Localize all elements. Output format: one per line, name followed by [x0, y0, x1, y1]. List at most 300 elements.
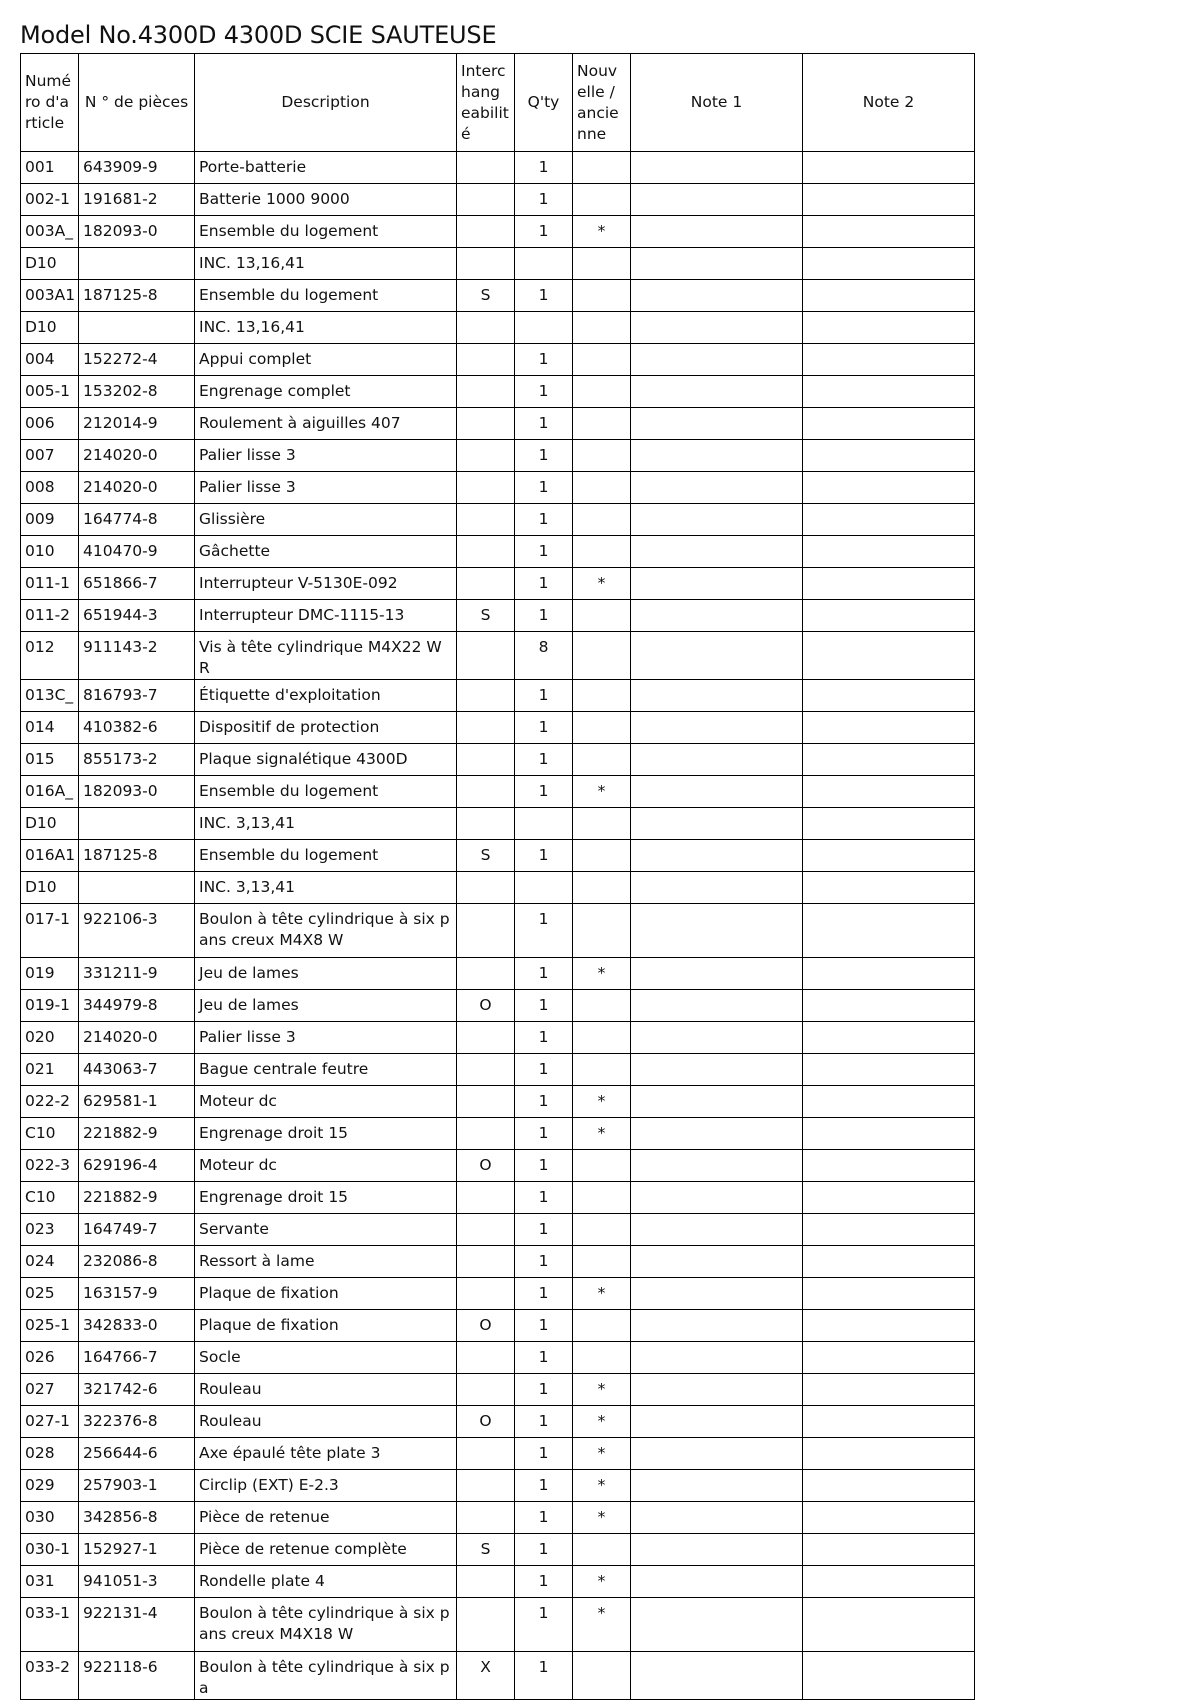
table-row [21, 1470, 975, 1502]
new-old-cell [573, 408, 631, 440]
item-number-cell: 011-1 [21, 568, 79, 600]
quantity-cell: 1 [515, 184, 573, 216]
interchangeability-cell [457, 408, 515, 440]
description-cell: Étiquette d'exploitation [195, 680, 457, 712]
interchangeability-cell: O [457, 1150, 515, 1182]
item-number-cell: 030 [21, 1502, 79, 1534]
quantity-cell: 1 [515, 1246, 573, 1278]
item-number-cell: 005-1 [21, 376, 79, 408]
quantity-cell: 1 [515, 472, 573, 504]
note-1-cell [631, 1534, 803, 1566]
interchangeability-cell [457, 1342, 515, 1374]
description-cell: Moteur dc [195, 1086, 457, 1118]
description-cell: INC. 13,16,41 [195, 312, 457, 344]
note-2-cell [803, 536, 975, 568]
note-2-cell [803, 958, 975, 990]
note-2-cell [803, 1438, 975, 1470]
interchangeability-cell [457, 632, 515, 680]
description-cell: Socle [195, 1342, 457, 1374]
description-cell: Glissière [195, 504, 457, 536]
quantity-cell: 8 [515, 632, 573, 680]
note-1-cell [631, 472, 803, 504]
new-old-cell [573, 1022, 631, 1054]
header-description: Description [195, 54, 457, 152]
new-old-cell [573, 536, 631, 568]
new-old-cell [573, 312, 631, 344]
note-1-cell [631, 680, 803, 712]
part-number-cell: 410382-6 [79, 712, 195, 744]
description-cell: Engrenage droit 15 [195, 1182, 457, 1214]
note-2-cell [803, 440, 975, 472]
part-number-cell: 214020-0 [79, 1022, 195, 1054]
description-cell: Roulement à aiguilles 407 [195, 408, 457, 440]
table-row [21, 958, 975, 990]
interchangeability-cell [457, 712, 515, 744]
table-row [21, 440, 975, 472]
quantity-cell: 1 [515, 504, 573, 536]
part-number-cell: 911143-2 [79, 632, 195, 680]
description-cell: Ensemble du logement [195, 280, 457, 312]
part-number-cell: 232086-8 [79, 1246, 195, 1278]
note-2-cell [803, 1566, 975, 1598]
table-row [21, 600, 975, 632]
part-number-cell: 321742-6 [79, 1374, 195, 1406]
quantity-cell: 1 [515, 990, 573, 1022]
note-1-cell [631, 184, 803, 216]
table-row [21, 1086, 975, 1118]
item-number-cell: C10 [21, 1118, 79, 1150]
part-number-cell: 257903-1 [79, 1470, 195, 1502]
table-row [21, 312, 975, 344]
quantity-cell: 1 [515, 1598, 573, 1652]
item-number-cell: 023 [21, 1214, 79, 1246]
item-number-cell: D10 [21, 248, 79, 280]
new-old-cell: * [573, 1502, 631, 1534]
note-2-cell [803, 504, 975, 536]
interchangeability-cell [457, 440, 515, 472]
interchangeability-cell [457, 376, 515, 408]
description-cell: Boulon à tête cylindrique à six pans creux M4X8 W [195, 904, 457, 958]
new-old-cell [573, 1246, 631, 1278]
interchangeability-cell [457, 568, 515, 600]
part-number-cell: 164766-7 [79, 1342, 195, 1374]
quantity-cell: 1 [515, 840, 573, 872]
header-quantity: Q'ty [515, 54, 573, 152]
table-row [21, 472, 975, 504]
note-1-cell [631, 504, 803, 536]
part-number-cell: 344979-8 [79, 990, 195, 1022]
note-1-cell [631, 536, 803, 568]
note-1-cell [631, 1652, 803, 1700]
table-row [21, 680, 975, 712]
quantity-cell [515, 872, 573, 904]
description-cell: Moteur dc [195, 1150, 457, 1182]
table-row [21, 808, 975, 840]
quantity-cell: 1 [515, 1214, 573, 1246]
new-old-cell [573, 990, 631, 1022]
note-1-cell [631, 1310, 803, 1342]
table-row [21, 504, 975, 536]
part-number-cell: 187125-8 [79, 280, 195, 312]
interchangeability-cell [457, 1214, 515, 1246]
interchangeability-cell [457, 344, 515, 376]
new-old-cell: * [573, 568, 631, 600]
item-number-cell: 031 [21, 1566, 79, 1598]
item-number-cell: 027-1 [21, 1406, 79, 1438]
note-2-cell [803, 1598, 975, 1652]
note-1-cell [631, 376, 803, 408]
item-number-cell: 008 [21, 472, 79, 504]
part-number-cell [79, 248, 195, 280]
note-2-cell [803, 1534, 975, 1566]
quantity-cell: 1 [515, 280, 573, 312]
new-old-cell: * [573, 1374, 631, 1406]
table-row [21, 1278, 975, 1310]
header-new-old: Nouv elle / ancie nne [573, 54, 631, 152]
item-number-cell: 020 [21, 1022, 79, 1054]
part-number-cell: 221882-9 [79, 1182, 195, 1214]
note-2-cell [803, 1214, 975, 1246]
quantity-cell: 1 [515, 1342, 573, 1374]
table-row [21, 1374, 975, 1406]
table-row [21, 1342, 975, 1374]
interchangeability-cell [457, 1118, 515, 1150]
note-2-cell [803, 184, 975, 216]
quantity-cell: 1 [515, 1278, 573, 1310]
part-number-cell: 187125-8 [79, 840, 195, 872]
item-number-cell: 027 [21, 1374, 79, 1406]
item-number-cell: 025 [21, 1278, 79, 1310]
note-2-cell [803, 312, 975, 344]
item-number-cell: 016A1 [21, 840, 79, 872]
table-row [21, 1310, 975, 1342]
note-2-cell [803, 1652, 975, 1700]
item-number-cell: 029 [21, 1470, 79, 1502]
description-cell: Appui complet [195, 344, 457, 376]
interchangeability-cell [457, 808, 515, 840]
interchangeability-cell [457, 776, 515, 808]
interchangeability-cell [457, 1566, 515, 1598]
table-row [21, 744, 975, 776]
quantity-cell: 1 [515, 440, 573, 472]
quantity-cell: 1 [515, 1566, 573, 1598]
note-1-cell [631, 1246, 803, 1278]
quantity-cell: 1 [515, 600, 573, 632]
page-title: Model No.4300D 4300D SCIE SAUTEUSE [20, 21, 497, 49]
item-number-cell: D10 [21, 312, 79, 344]
item-number-cell: 033-1 [21, 1598, 79, 1652]
quantity-cell: 1 [515, 958, 573, 990]
part-number-cell: 163157-9 [79, 1278, 195, 1310]
quantity-cell [515, 248, 573, 280]
item-number-cell: 028 [21, 1438, 79, 1470]
quantity-cell: 1 [515, 1652, 573, 1700]
interchangeability-cell [457, 1470, 515, 1502]
part-number-cell: 164774-8 [79, 504, 195, 536]
note-1-cell [631, 152, 803, 184]
note-1-cell [631, 632, 803, 680]
note-2-cell [803, 280, 975, 312]
quantity-cell: 1 [515, 1118, 573, 1150]
part-number-cell: 443063-7 [79, 1054, 195, 1086]
note-1-cell [631, 1118, 803, 1150]
note-1-cell [631, 408, 803, 440]
parts-table [20, 53, 975, 1700]
part-number-cell: 651866-7 [79, 568, 195, 600]
header-row [21, 54, 975, 152]
header-part-number: N ° de pièces [79, 54, 195, 152]
interchangeability-cell: O [457, 1310, 515, 1342]
interchangeability-cell [457, 958, 515, 990]
interchangeability-cell: O [457, 1406, 515, 1438]
description-cell: Rondelle plate 4 [195, 1566, 457, 1598]
part-number-cell: 651944-3 [79, 600, 195, 632]
note-1-cell [631, 744, 803, 776]
description-cell: Ressort à lame [195, 1246, 457, 1278]
note-1-cell [631, 440, 803, 472]
note-1-cell [631, 1438, 803, 1470]
part-number-cell: 153202-8 [79, 376, 195, 408]
note-1-cell [631, 712, 803, 744]
item-number-cell: 007 [21, 440, 79, 472]
item-number-cell: D10 [21, 808, 79, 840]
item-number-cell: 016A_ [21, 776, 79, 808]
part-number-cell: 164749-7 [79, 1214, 195, 1246]
interchangeability-cell [457, 872, 515, 904]
part-number-cell [79, 872, 195, 904]
note-2-cell [803, 248, 975, 280]
new-old-cell: * [573, 216, 631, 248]
new-old-cell: * [573, 1566, 631, 1598]
new-old-cell [573, 184, 631, 216]
note-1-cell [631, 1022, 803, 1054]
note-2-cell [803, 1406, 975, 1438]
item-number-cell: 026 [21, 1342, 79, 1374]
interchangeability-cell: S [457, 840, 515, 872]
description-cell: Rouleau [195, 1406, 457, 1438]
quantity-cell: 1 [515, 536, 573, 568]
note-2-cell [803, 1054, 975, 1086]
new-old-cell [573, 1310, 631, 1342]
table-row [21, 568, 975, 600]
table-row [21, 776, 975, 808]
part-number-cell: 855173-2 [79, 744, 195, 776]
interchangeability-cell [457, 1086, 515, 1118]
table-row [21, 1054, 975, 1086]
part-number-cell: 342833-0 [79, 1310, 195, 1342]
header-item-number: Numé ro d'a rticle [21, 54, 79, 152]
parts-table-body [21, 152, 975, 1700]
table-row [21, 1022, 975, 1054]
interchangeability-cell [457, 184, 515, 216]
note-1-cell [631, 1182, 803, 1214]
description-cell: INC. 3,13,41 [195, 808, 457, 840]
note-1-cell [631, 1278, 803, 1310]
interchangeability-cell [457, 1182, 515, 1214]
new-old-cell [573, 152, 631, 184]
new-old-cell [573, 680, 631, 712]
interchangeability-cell: O [457, 990, 515, 1022]
description-cell: Plaque de fixation [195, 1278, 457, 1310]
item-number-cell: 013C_ [21, 680, 79, 712]
description-cell: Palier lisse 3 [195, 440, 457, 472]
quantity-cell: 1 [515, 1470, 573, 1502]
new-old-cell: * [573, 1598, 631, 1652]
table-row [21, 632, 975, 680]
note-1-cell [631, 248, 803, 280]
new-old-cell [573, 280, 631, 312]
interchangeability-cell [457, 680, 515, 712]
description-cell: Engrenage droit 15 [195, 1118, 457, 1150]
new-old-cell [573, 600, 631, 632]
new-old-cell: * [573, 1406, 631, 1438]
description-cell: Jeu de lames [195, 958, 457, 990]
table-row [21, 1652, 975, 1700]
item-number-cell: D10 [21, 872, 79, 904]
table-row [21, 872, 975, 904]
new-old-cell [573, 632, 631, 680]
new-old-cell [573, 904, 631, 958]
quantity-cell: 1 [515, 1534, 573, 1566]
interchangeability-cell: X [457, 1652, 515, 1700]
new-old-cell [573, 840, 631, 872]
note-1-cell [631, 990, 803, 1022]
note-1-cell [631, 1086, 803, 1118]
quantity-cell: 1 [515, 216, 573, 248]
description-cell: Rouleau [195, 1374, 457, 1406]
item-number-cell: 019 [21, 958, 79, 990]
note-1-cell [631, 958, 803, 990]
new-old-cell [573, 1534, 631, 1566]
note-2-cell [803, 680, 975, 712]
new-old-cell [573, 1054, 631, 1086]
part-number-cell: 221882-9 [79, 1118, 195, 1150]
note-2-cell [803, 1022, 975, 1054]
note-1-cell [631, 344, 803, 376]
interchangeability-cell [457, 1374, 515, 1406]
item-number-cell: 019-1 [21, 990, 79, 1022]
note-1-cell [631, 280, 803, 312]
table-row [21, 216, 975, 248]
new-old-cell [573, 472, 631, 504]
note-2-cell [803, 808, 975, 840]
description-cell: Pièce de retenue complète [195, 1534, 457, 1566]
note-2-cell [803, 1278, 975, 1310]
item-number-cell: 015 [21, 744, 79, 776]
note-2-cell [803, 1310, 975, 1342]
interchangeability-cell [457, 744, 515, 776]
new-old-cell [573, 376, 631, 408]
quantity-cell: 1 [515, 744, 573, 776]
note-2-cell [803, 990, 975, 1022]
new-old-cell: * [573, 1470, 631, 1502]
table-row [21, 408, 975, 440]
item-number-cell: 006 [21, 408, 79, 440]
table-row [21, 184, 975, 216]
header-note-1: Note 1 [631, 54, 803, 152]
part-number-cell: 816793-7 [79, 680, 195, 712]
interchangeability-cell [457, 1598, 515, 1652]
quantity-cell: 1 [515, 1022, 573, 1054]
new-old-cell: * [573, 1118, 631, 1150]
item-number-cell: 014 [21, 712, 79, 744]
description-cell: Jeu de lames [195, 990, 457, 1022]
new-old-cell [573, 440, 631, 472]
note-2-cell [803, 600, 975, 632]
part-number-cell [79, 312, 195, 344]
table-row [21, 1438, 975, 1470]
quantity-cell: 1 [515, 1086, 573, 1118]
note-1-cell [631, 312, 803, 344]
description-cell: Boulon à tête cylindrique à six pa [195, 1652, 457, 1700]
item-number-cell: 003A1 [21, 280, 79, 312]
table-row [21, 280, 975, 312]
quantity-cell: 1 [515, 1502, 573, 1534]
description-cell: Batterie 1000 9000 [195, 184, 457, 216]
note-1-cell [631, 840, 803, 872]
interchangeability-cell [457, 1278, 515, 1310]
description-cell: Palier lisse 3 [195, 1022, 457, 1054]
new-old-cell [573, 712, 631, 744]
description-cell: Bague centrale feutre [195, 1054, 457, 1086]
item-number-cell: C10 [21, 1182, 79, 1214]
new-old-cell [573, 808, 631, 840]
table-row [21, 152, 975, 184]
quantity-cell: 1 [515, 712, 573, 744]
note-2-cell [803, 1150, 975, 1182]
table-row [21, 1214, 975, 1246]
interchangeability-cell [457, 248, 515, 280]
item-number-cell: 030-1 [21, 1534, 79, 1566]
part-number-cell: 941051-3 [79, 1566, 195, 1598]
note-2-cell [803, 152, 975, 184]
table-row [21, 1566, 975, 1598]
quantity-cell: 1 [515, 152, 573, 184]
part-number-cell: 182093-0 [79, 776, 195, 808]
quantity-cell: 1 [515, 1406, 573, 1438]
description-cell: Vis à tête cylindrique M4X22 WR [195, 632, 457, 680]
note-1-cell [631, 568, 803, 600]
note-1-cell [631, 904, 803, 958]
part-number-cell: 410470-9 [79, 536, 195, 568]
part-number-cell: 191681-2 [79, 184, 195, 216]
note-1-cell [631, 1566, 803, 1598]
quantity-cell: 1 [515, 680, 573, 712]
item-number-cell: 011-2 [21, 600, 79, 632]
note-2-cell [803, 1182, 975, 1214]
description-cell: Servante [195, 1214, 457, 1246]
new-old-cell [573, 344, 631, 376]
quantity-cell [515, 808, 573, 840]
new-old-cell [573, 504, 631, 536]
table-row [21, 1182, 975, 1214]
interchangeability-cell [457, 152, 515, 184]
interchangeability-cell [457, 1246, 515, 1278]
table-row [21, 1598, 975, 1652]
new-old-cell [573, 248, 631, 280]
note-1-cell [631, 1374, 803, 1406]
note-2-cell [803, 216, 975, 248]
item-number-cell: 002-1 [21, 184, 79, 216]
quantity-cell: 1 [515, 1054, 573, 1086]
note-2-cell [803, 776, 975, 808]
part-number-cell: 256644-6 [79, 1438, 195, 1470]
part-number-cell: 212014-9 [79, 408, 195, 440]
description-cell: Ensemble du logement [195, 840, 457, 872]
note-1-cell [631, 1470, 803, 1502]
interchangeability-cell [457, 536, 515, 568]
note-2-cell [803, 344, 975, 376]
